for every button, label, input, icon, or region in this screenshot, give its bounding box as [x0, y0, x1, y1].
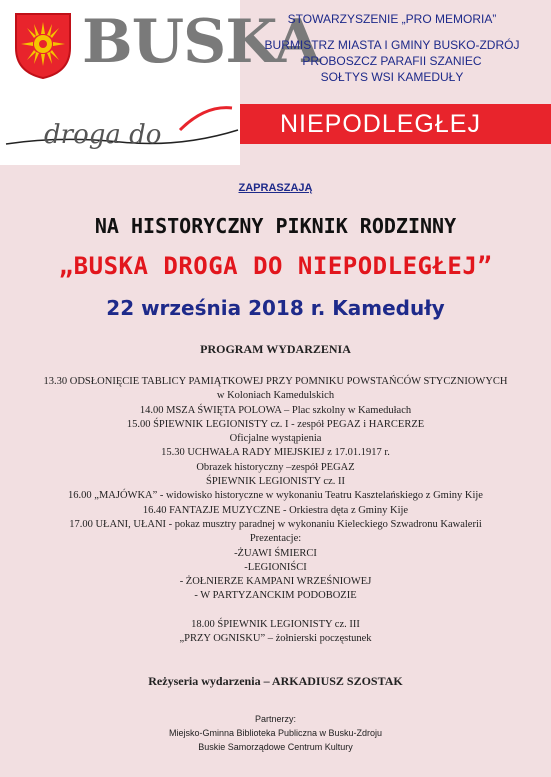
program-line: 16.40 FANTAZJE MUZYCZNE - Orkiestra dęta z Gminy Kije [142, 504, 409, 516]
program-line [0, 604, 551, 618]
program-line: ŚPIEWNIK LEGIONISTY cz. II [206, 476, 345, 488]
program-line: Oficjalne wystąpienia [229, 433, 322, 445]
partner-item: Buskie Samorządowe Centrum Kultury [198, 742, 353, 752]
sun-shield-icon [14, 12, 72, 80]
program-line: Prezentacje: [249, 533, 302, 545]
ribbon-text: NIEPODLEGŁEJ [280, 110, 481, 138]
event-subtitle: „BUSKA DROGA DO NIEPODLEGŁEJ” [58, 252, 493, 280]
logo-script: droga do [44, 120, 162, 150]
logo-word: BUSKA [82, 7, 320, 77]
partners [0, 712, 551, 754]
program-line: Obrazek historyczny –zespół PEGAZ [196, 461, 355, 473]
program-line: „PRZY OGNISKU” – żołnierski poczęstunek [179, 633, 372, 645]
program-line: 13.30 ODSŁONIĘCIE TABLICY PAMIĄTKOWEJ PRZY POMNIKU POWSTAŃCÓW STYCZNIOWYCH [43, 376, 508, 387]
partner-item: Miejsko-Gminna Biblioteka Publiczna w Busku-Zdroju [168, 728, 383, 738]
partners-title: Partnerzy: [254, 714, 296, 724]
program-line: 15.30 UCHWAŁA RADY MIEJSKIEJ z 17.01.1917 r. [161, 447, 390, 459]
invite-text: ZAPRASZAJĄ [238, 182, 313, 194]
program-line: 16.00 „MAJÓWKA” - widowisko historyczne w wykonaniu Teatru Kasztelańskiego z Gminy Kije [68, 490, 483, 502]
program-line: - ŻOŁNIERZE KAMPANI WRZEŚNIOWEJ [179, 576, 372, 588]
organizer-4: SOŁTYS WSI KAMEDUŁY [320, 70, 464, 84]
program-line: 15.00 ŚPIEWNIK LEGIONISTY cz. I - zespół PEGAZ i HARCERZE [126, 418, 425, 430]
program-line: w Koloniach Kamedulskich [216, 390, 335, 402]
organizer-1: STOWARZYSZENIE „PRO MEMORIA” [287, 12, 497, 26]
organizer-3: PROBOSZCZ PARAFII SZANIEC [302, 54, 482, 68]
program-list [0, 375, 551, 647]
program-line: -ŻUAWI ŚMIERCI [234, 547, 317, 559]
program-line: 14.00 MSZA ŚWIĘTA POLOWA – Plac szkolny w Kamedułach [139, 404, 412, 416]
program-line: 18.00 ŚPIEWNIK LEGIONISTY cz. III [191, 619, 360, 631]
logo [0, 0, 320, 165]
program-line: -LEGIONIŚCI [244, 561, 307, 573]
organizer-2: BURMISTRZ MIASTA I GMINY BUSKO-ZDRÓJ [264, 38, 520, 52]
program-line: - W PARTYZANCKIM PODOBOZIE [194, 590, 357, 602]
program-line: 17.00 UŁANI, UŁANI - pokaz musztry paradnej w wykonaniu Kieleckiego Szwadronu Kawalerii [69, 518, 482, 530]
program-title: PROGRAM WYDARZENIA [200, 342, 351, 356]
event-date: 22 września 2018 r. Kameduły [106, 296, 445, 320]
event-title: NA HISTORYCZNY PIKNIK RODZINNY [94, 214, 457, 238]
director: Reżyseria wydarzenia – ARKADIUSZ SZOSTAK [148, 674, 403, 688]
